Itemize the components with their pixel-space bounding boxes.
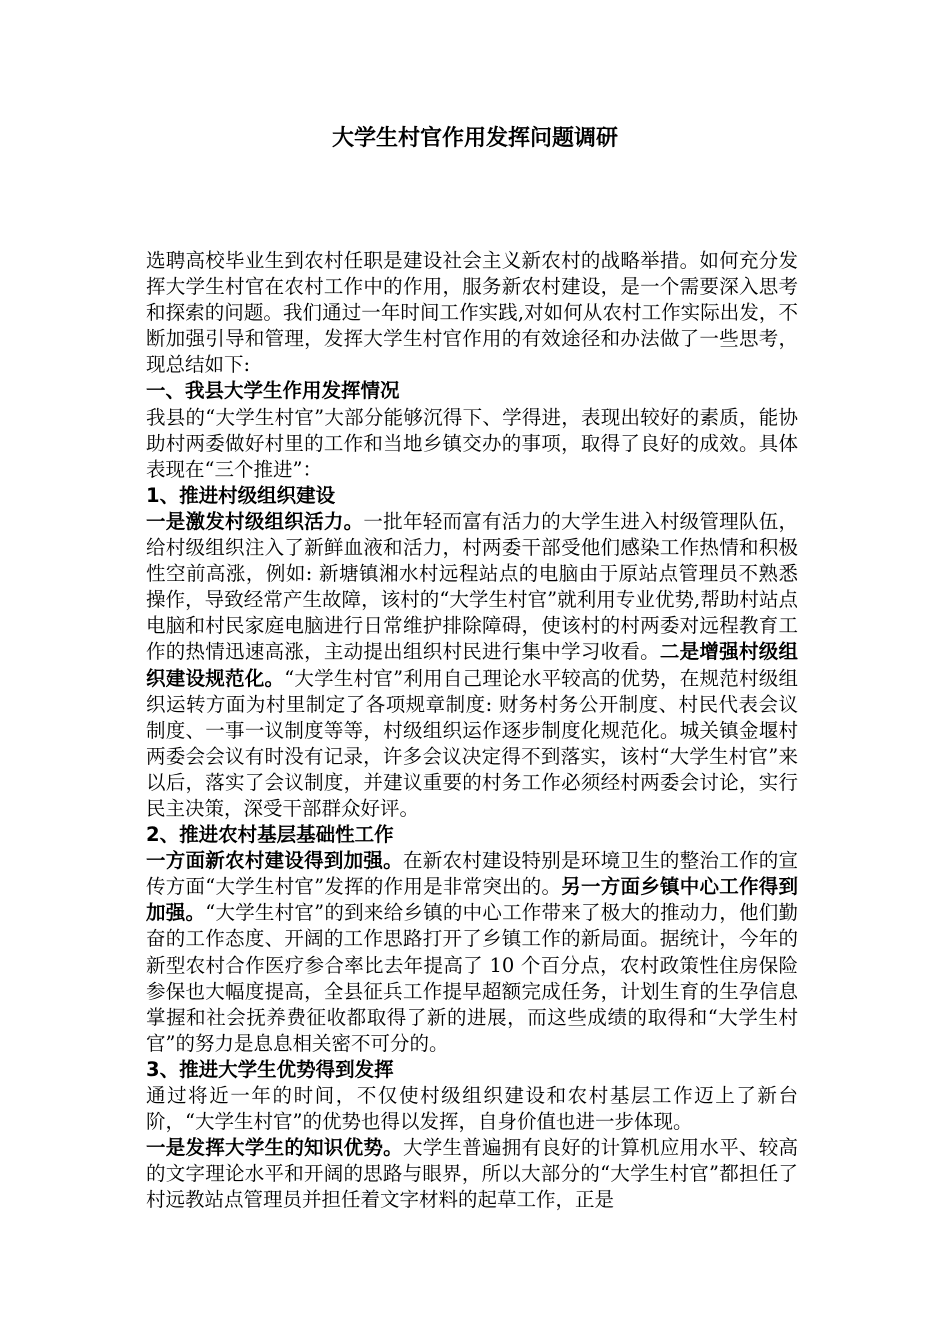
- subsection-heading-2: 2、推进农村基层基础性工作: [146, 823, 394, 847]
- subsection-2-text-1: 在新农村建设特别是环境卫生的整治工作的宣传方面“大学生村官”发挥的作用是非常突出的。: [146, 849, 798, 899]
- subsection-1-text-1: 一批年轻而富有活力的大学生进入村级管理队伍，给村级组织注入了新鲜血液和活力，村两委干部受他们感染工作热情和积极性空前高涨，例如: 新塘镇湘水村远程站点的电脑由于原站点管理员不熟悉操作，导致经常产生故障，该村的“大学生村官”就利用专业优势,帮助村站点电脑和村民家庭电脑进行日常维护排除障碍，使该村的村两委对远程教育工作的热情迅速高涨，主动提出组织村民进行集中学习收看。: [146, 509, 798, 664]
- subsection-3-lead-1: 一是发挥大学生的知识优势。: [146, 1136, 403, 1160]
- document-body: [146, 248, 798, 1213]
- subsection-2-lead-2: 另一方面乡镇中心工作得到加强。: [146, 875, 798, 925]
- subsection-1-lead-1: 一是激发村级组织活力。: [146, 509, 364, 533]
- section-1-paragraph: 我县的“大学生村官”大部分能够沉得下、学得进，表现出较好的素质，能协助村两委做好村里的工作和当地乡镇交办的事项，取得了良好的成效。具体表现在“三个推进”：: [146, 405, 798, 481]
- intro-paragraph: 选聘高校毕业生到农村任职是建设社会主义新农村的战略举措。如何充分发挥大学生村官在农村工作中的作用，服务新农村建设，是一个需要深入思考和探索的问题。我们通过一年时间工作实践,对如何从农村工作实际出发，不断加强引导和管理，发挥大学生村官作用的有效途径和办法做了一些思考，现总结如下:: [146, 249, 798, 377]
- subsection-1-lead-2: 二是增强村级组织建设规范化。: [146, 640, 798, 690]
- subsection-2-paragraph: [146, 848, 798, 1057]
- subsection-3-paragraph-intro: 通过将近一年的时间，不仅使村级组织建设和农村基层工作迈上了新台阶，“大学生村官”的优势也得以发挥，自身价值也进一步体现。: [146, 1084, 798, 1134]
- subsection-heading-3: 3、推进大学生优势得到发挥: [146, 1057, 394, 1081]
- subsection-1-paragraph: [146, 509, 798, 822]
- subsection-1-text-2: “大学生村官”利用自己理论水平较高的优势，在规范村级组织运转方面为村里制定了各项规章制度: 财务村务公开制度、村民代表会议制度、一事一议制度等等，村级组织运作逐步制度化规范化。城关镇金堰村两委会会议有时没有记录，许多会议决定得不到落实，该村“大学生村官”来以后，落实了会议制度，并建议重要的村务工作必须经村两委会讨论，实行民主决策，深受干部群众好评。: [146, 666, 798, 820]
- subsection-heading-1: 1、推进村级组织建设: [146, 483, 336, 507]
- subsection-3-text-1: 大学生普遍拥有良好的计算机应用水平、较高的文字理论水平和开阔的思路与眼界，所以大部分的“大学生村官”都担任了村远教站点管理员并担任着文字材料的起草工作，正是: [146, 1136, 798, 1212]
- subsection-2-text-2: “大学生村官”的到来给乡镇的中心工作带来了极大的推动力，他们勤奋的工作态度、开阔的工作思路打开了乡镇工作的新局面。据统计，今年的新型农村合作医疗参合率比去年提高了 10 个百分点，农村政策性住房保险参保也大幅度提高，全县征兵工作提早超额完成任务，计划生育的生孕信息掌握和社会抚养费征收都取得了新的进展，而这些成绩的取得和“大学生村官”的努力是息息相关密不可分的。: [146, 901, 798, 1055]
- subsection-2-lead-1: 一方面新农村建设得到加强。: [146, 849, 403, 873]
- subsection-3-paragraph: [146, 1135, 798, 1213]
- document-title: 大学生村官作用发挥问题调研: [331, 125, 618, 151]
- section-heading-1: 一、我县大学生作用发挥情况: [146, 379, 400, 403]
